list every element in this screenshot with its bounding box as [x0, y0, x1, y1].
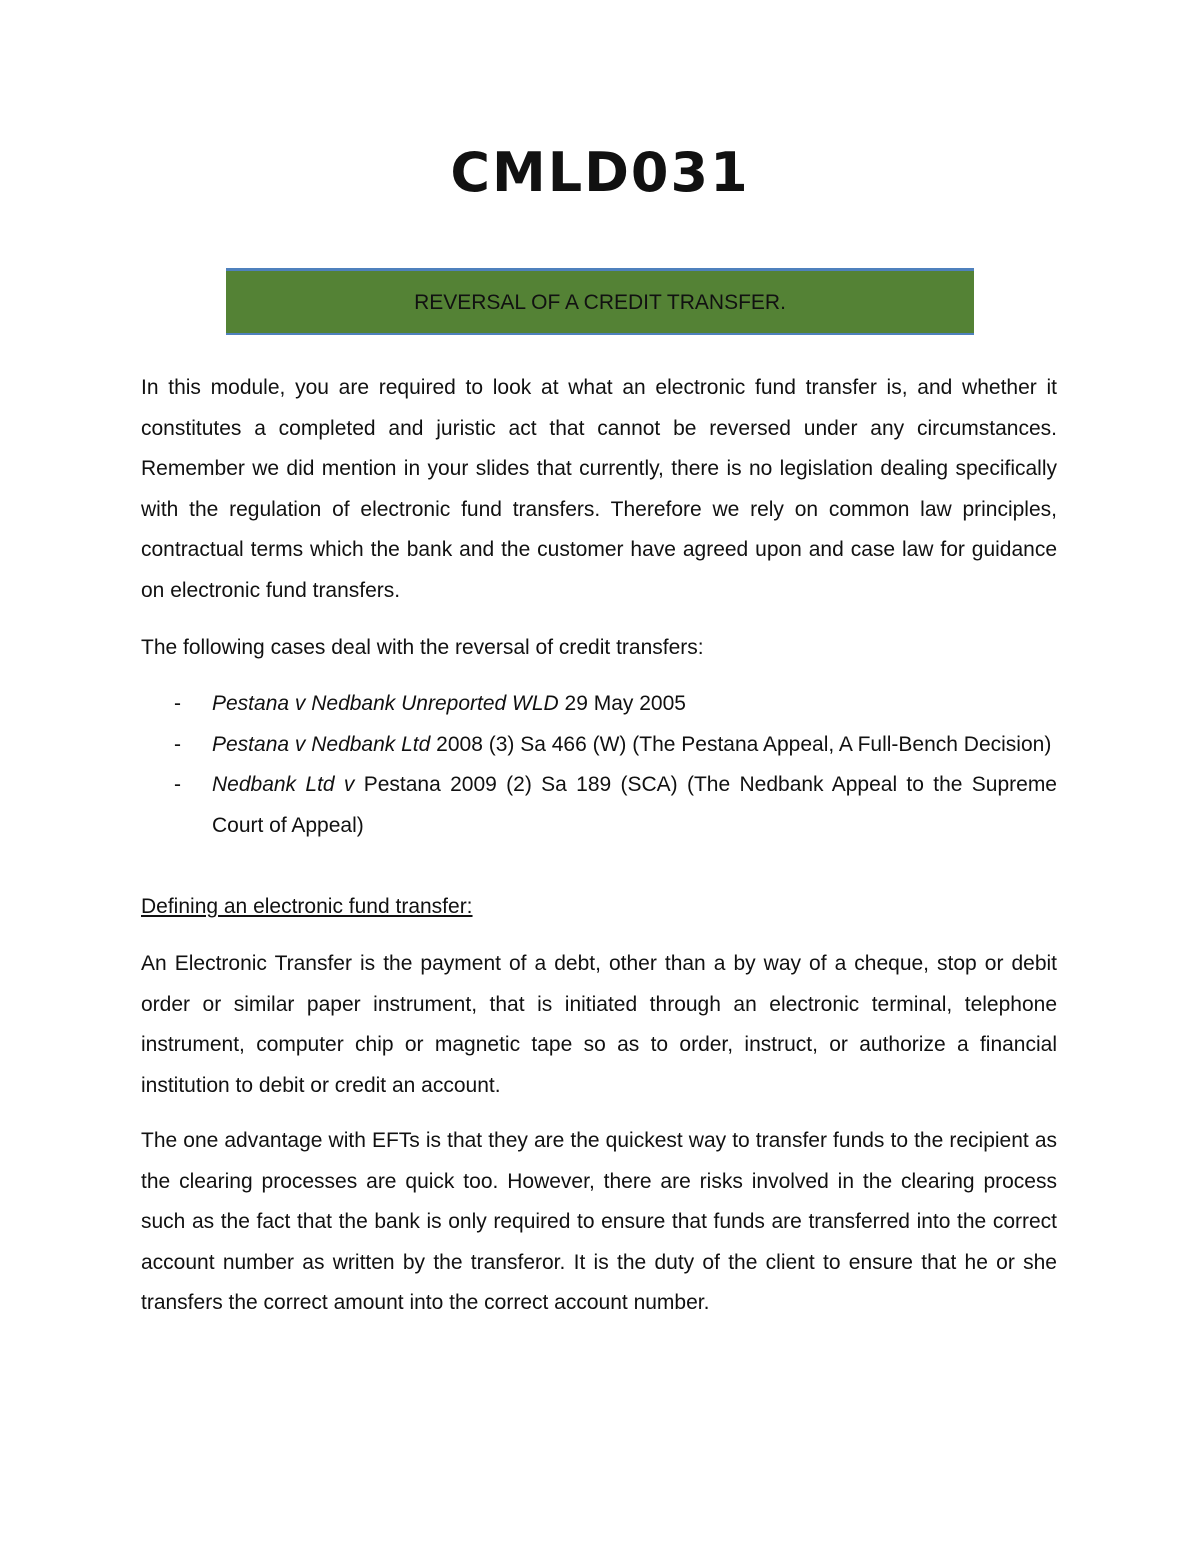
case-list: [141, 684, 1057, 846]
cases-intro: The following cases deal with the reversal of credit transfers:: [141, 636, 704, 659]
page-title: CMLD031: [450, 141, 750, 204]
advantage-paragraph: The one advantage with EFTs is that they are the quickest way to transfer funds to the recipient as the clearing processes are quick too. However, there are risks involved in the clearing process such as the fact that the bank is only required to ensure that funds are transferred into the correct account number as written by the transferor. It is the duty of the client to ensure that he or she transfers the correct amount into the correct account number.: [141, 1129, 1057, 1315]
case-list-item: [141, 725, 1057, 766]
banner-title: REVERSAL OF A CREDIT TRANSFER.: [414, 290, 786, 314]
case-list-item: [141, 684, 1057, 725]
case-citation: Pestana 2009 (2) Sa 189 (SCA) (The Nedbank Appeal to the Supreme Court of Appeal): [212, 773, 1057, 837]
case-list-item: [141, 765, 1057, 846]
definition-heading: Defining an electronic fund transfer:: [141, 895, 473, 918]
list-dash: -: [174, 773, 181, 797]
list-dash: -: [174, 692, 181, 715]
case-citation: 2008 (3) Sa 466 (W) (The Pestana Appeal, A Full-Bench Decision): [430, 732, 1052, 756]
case-name: Pestana v Nedbank Ltd: [212, 732, 431, 756]
definition-paragraph: An Electronic Transfer is the payment of a debt, other than a by way of a cheque, stop or debit order or similar paper instrument, that is initiated through an electronic terminal, telephone instrument, computer chip or magnetic tape so as to order, instruct, or authorize a financial institution to debit or credit an account.: [141, 952, 1057, 1097]
list-dash: -: [174, 732, 181, 756]
intro-paragraph: In this module, you are required to look at what an electronic fund transfer is, and whether it constitutes a completed and juristic act that cannot be reversed under any circumstances. Remember we did mention in your slides that currently, there is no legislation dealing specifically with the regulation of electronic fund transfers. Therefore we rely on common law principles, contractual terms which the bank and the customer have agreed upon and case law for guidance on electronic fund transfers.: [141, 376, 1057, 602]
case-name: Nedbank Ltd v: [212, 773, 355, 797]
case-citation: 29 May 2005: [558, 692, 686, 715]
section-banner: [226, 268, 974, 335]
case-name: Pestana v Nedbank Unreported WLD: [212, 692, 559, 715]
